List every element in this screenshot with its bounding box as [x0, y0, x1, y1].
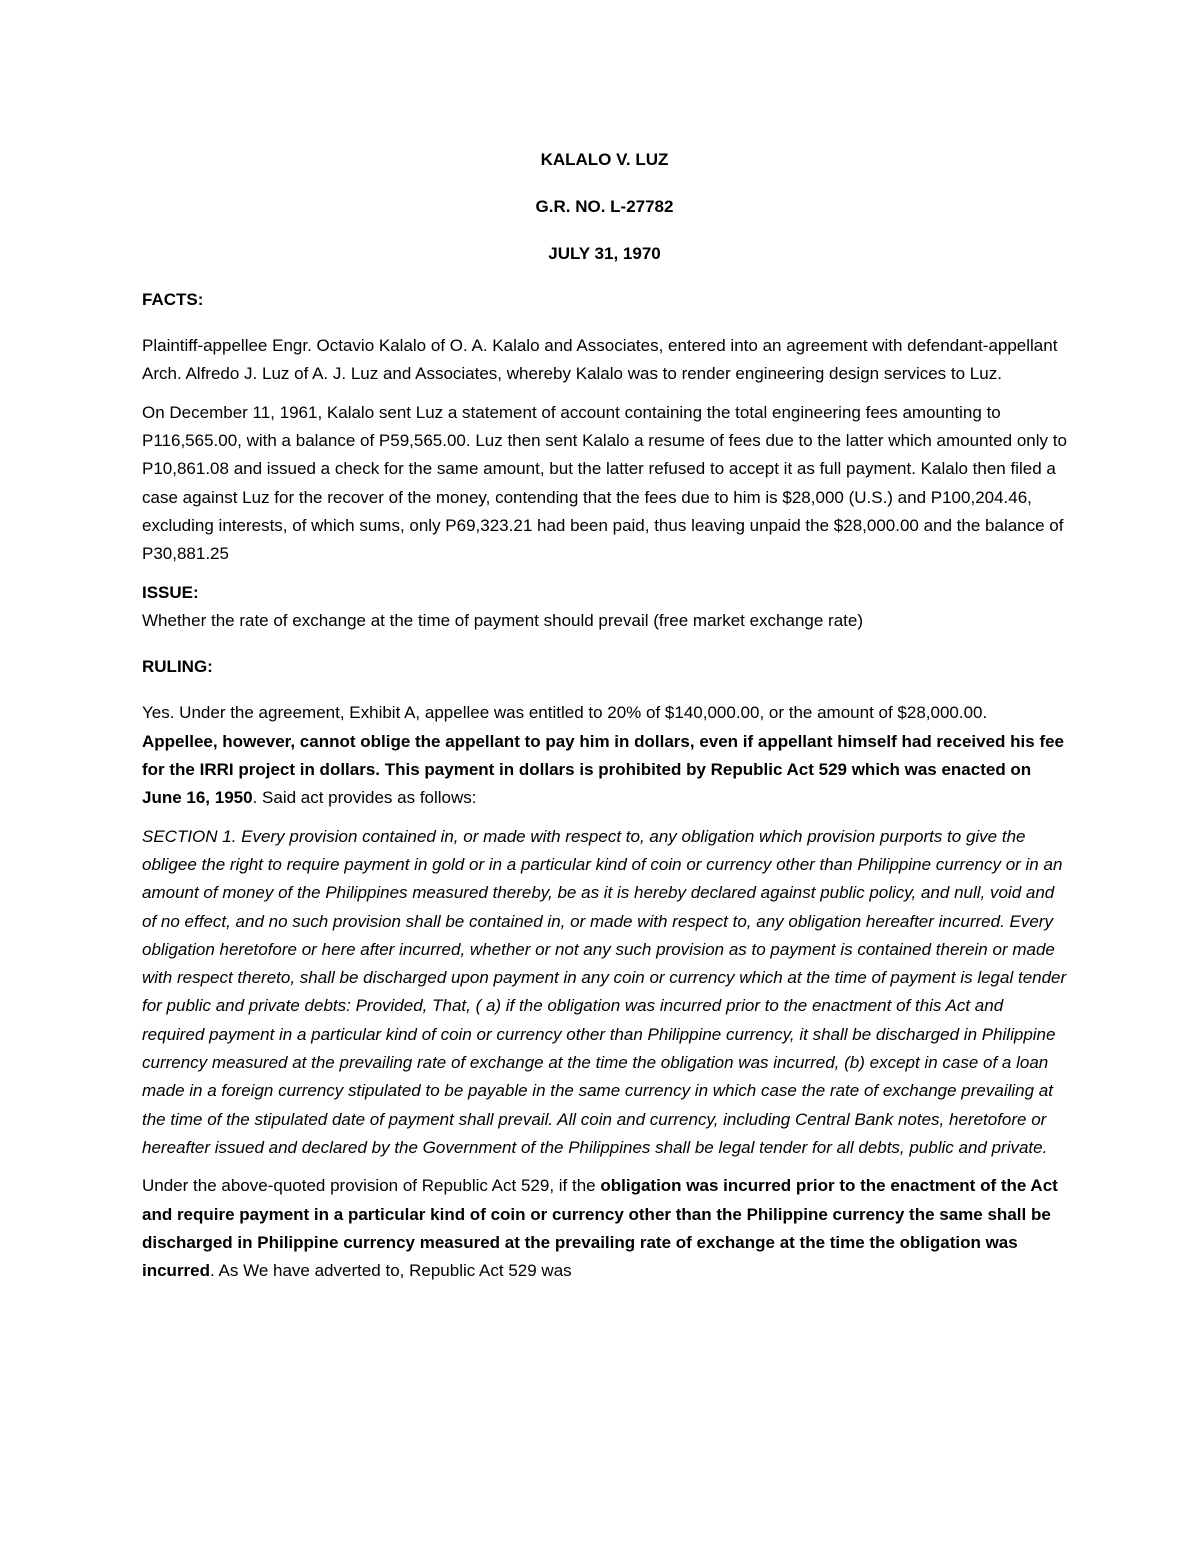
issue-text: Whether the rate of exchange at the time of payment should prevail (free market exchange rate) — [142, 610, 863, 630]
ruling-p1-bold: Appellee, however, cannot oblige the appellant to pay him in dollars, even if appellant himself had received his fee for the IRRI project in dollars. This payment in dollars is prohibited by Republic Act 529 which was enacted on June 16, 1950 — [142, 731, 1065, 808]
case-number: G.R. NO. L-27782 — [535, 197, 674, 217]
facts-paragraph-2: On December 11, 1961, Kalalo sent Luz a statement of account containing the total engineering fees amounting to P116,565.00, with a balance of P59,565.00. Luz then sent Kalalo a resume of fees due to the latter which amounted only to P10,861.08 and issued a check for the same amount, but the latter refused to accept it as full payment. Kalalo then filed a case against Luz for the recover of the money, contending that the fees due to him is $28,000 (U.S.) and P100,204.46, excluding interests, of which sums, only P69,323.21 had been paid, thus leaving unpaid the $28,000.00 and the balance of P30,881.25 — [142, 402, 1067, 564]
ruling-p1-tail: . Said act provides as follows: — [252, 788, 477, 808]
ruling-p1-plain: Yes. Under the agreement, Exhibit A, appellee was entitled to 20% of $140,000.00, or the amount of $28,000.00. — [142, 703, 988, 723]
ruling-paragraph-1 — [142, 699, 1067, 812]
facts-paragraph-1: Plaintiff-appellee Engr. Octavio Kalalo of O. A. Kalalo and Associates, entered into an agreement with defendant-appellant Arch. Alfredo J. Luz of A. J. Luz and Associates, whereby Kalalo was to render engineering design services to Luz. — [142, 336, 1058, 384]
document-page — [142, 146, 1067, 1295]
ruling-p2-plain: Under the above-quoted provision of Republic Act 529, if the — [142, 1176, 601, 1196]
ruling-paragraph-2 — [142, 1172, 1067, 1285]
case-title: KALALO V. LUZ — [540, 150, 669, 169]
ruling-heading: RULING: — [142, 657, 213, 677]
issue-heading: ISSUE: — [142, 582, 199, 602]
ruling-p2-tail: . As We have adverted to, Republic Act 529 was — [210, 1261, 572, 1281]
facts-heading: FACTS: — [142, 289, 204, 309]
ruling-p2-bold: obligation was incurred prior to the enactment of the Act and require payment in a particular kind of coin or currency other than the Philippine currency the same shall be discharged in Philippine currency measured at the prevailing rate of exchange at the time the obligation was incurred — [142, 1176, 1058, 1281]
section-quote: SECTION 1. Every provision contained in, or made with respect to, any obligation which provision purports to give the obligee the right to require payment in gold or in a particular kind of coin or currency other than Philippine currency or in an amount of money of the Philippines measured thereby, be as it is hereby declared against public policy, and null, void and of no effect, and no such provision shall be contained in, or made with respect to, any obligation hereafter incurred. Every obligation heretofore or here after incurred, whether or not any such provision as to payment is contained therein or made with respect thereto, shall be discharged upon payment in any coin or currency which at the time of payment is legal tender for public and private debts: Provided, That, ( a) if the obligation was incurred prior to the enactment of this Act and required payment in a particular kind of coin or currency other than Philippine currency, it shall be discharged in Philippine currency measured at the prevailing rate of exchange at the time the obligation was incurred, (b) except in case of a loan made in a foreign currency stipulated to be payable in the same currency in which case the rate of exchange prevailing at the time of the stipulated date of payment shall prevail. All coin and currency, including Central Bank notes, heretofore or hereafter issued and declared by the Government of the Philippines shall be legal tender for all debts, public and private. — [142, 826, 1067, 1157]
case-date: JULY 31, 1970 — [548, 243, 661, 263]
